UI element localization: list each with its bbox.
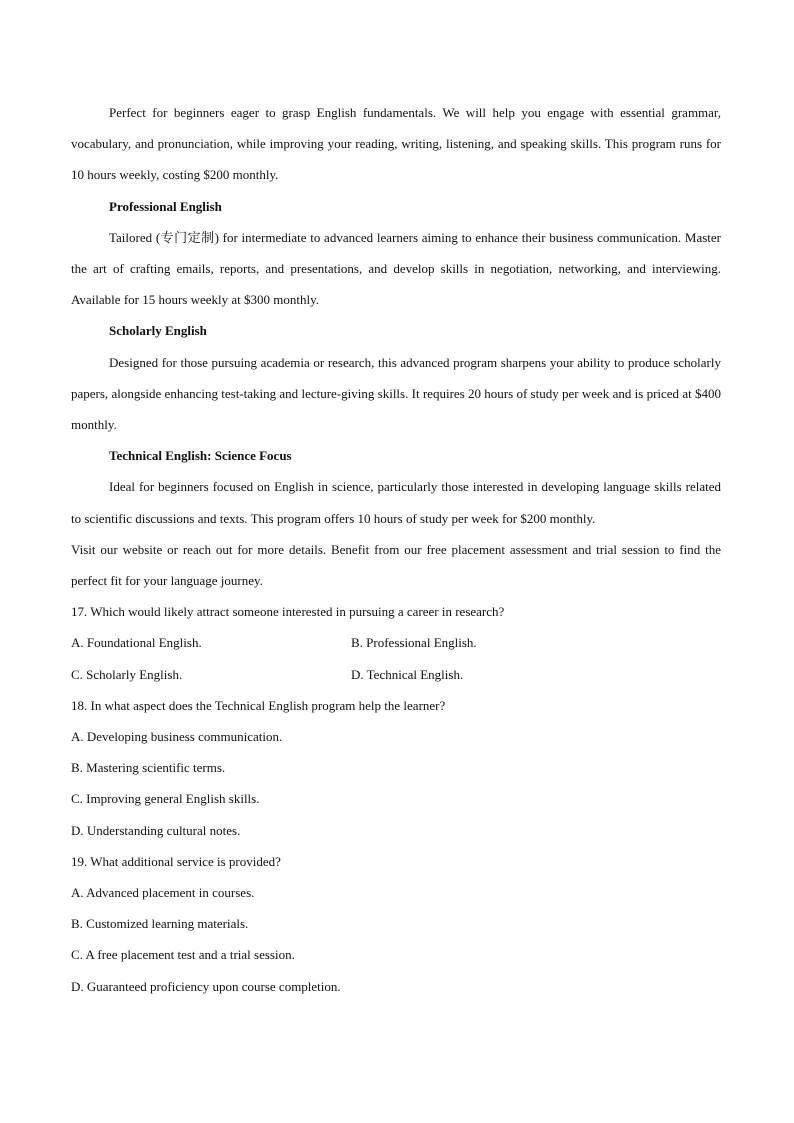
section-body-scholarly: Designed for those pursuing academia or research, this advanced program sharpens your ability to produce scholarly papers, alongside enhancing test-taking and lecture-giving skills. It requires 20 hours of study per week and is priced at $400 monthly. [71,354,721,433]
question-text: In what aspect does the Technical English program help the learner? [90,697,446,713]
options-row [71,627,721,658]
question-19 [71,846,721,877]
option-a: A. Foundational English. [71,635,202,651]
section-body-technical: Ideal for beginners focused on English in science, particularly those interested in developing language skills related to scientific discussions and texts. This program offers 10 hours of study per week for $200 monthly. [71,479,721,526]
question-number: 19. [71,853,88,869]
option-b: B. Professional English. [351,635,477,651]
closing-paragraph: Visit our website or reach out for more details. Benefit from our free placement assessment and trial session to find the perfect fit for your language journey. [71,541,721,589]
option-d: D. Guaranteed proficiency upon course completion. [71,978,341,994]
intro-paragraph: Perfect for beginners eager to grasp English fundamentals. We will help you engage with essential grammar, vocabulary, and pronunciation, while improving your reading, writing, listening, and speaking skills. This program runs for 10 hours weekly, costing $200 monthly. [71,105,721,183]
option-d: D. Understanding cultural notes. [71,822,241,838]
options-row [71,659,721,690]
option-d: D. Technical English. [351,666,464,682]
question-number: 18. [71,697,88,713]
option-b: B. Mastering scientific terms. [71,760,226,776]
question-17 [71,596,721,627]
option-a: A. Developing business communication. [71,729,283,745]
option-c: C. A free placement test and a trial session. [71,947,295,963]
document-body [71,97,721,1002]
option-a: A. Advanced placement in courses. [71,885,255,901]
section-heading-scholarly: Scholarly English [109,323,207,339]
question-18 [71,690,721,721]
section-body-professional: Tailored (专门定制) for intermediate to advanced learners aiming to enhance their business communication. Master the art of crafting emails, reports, and presentations, and develop skills in negotiation, networking, and interviewing. Available for 15 hours weekly at $300 monthly. [71,229,721,308]
section-heading-technical: Technical English: Science Focus [109,448,292,464]
option-c: C. Scholarly English. [71,666,183,682]
question-text: What additional service is provided? [90,853,281,869]
question-text: Which would likely attract someone interested in pursuing a career in research? [90,604,505,620]
question-number: 17. [71,604,88,620]
section-heading-professional: Professional English [109,198,222,214]
option-b: B. Customized learning materials. [71,916,249,932]
option-c: C. Improving general English skills. [71,791,260,807]
